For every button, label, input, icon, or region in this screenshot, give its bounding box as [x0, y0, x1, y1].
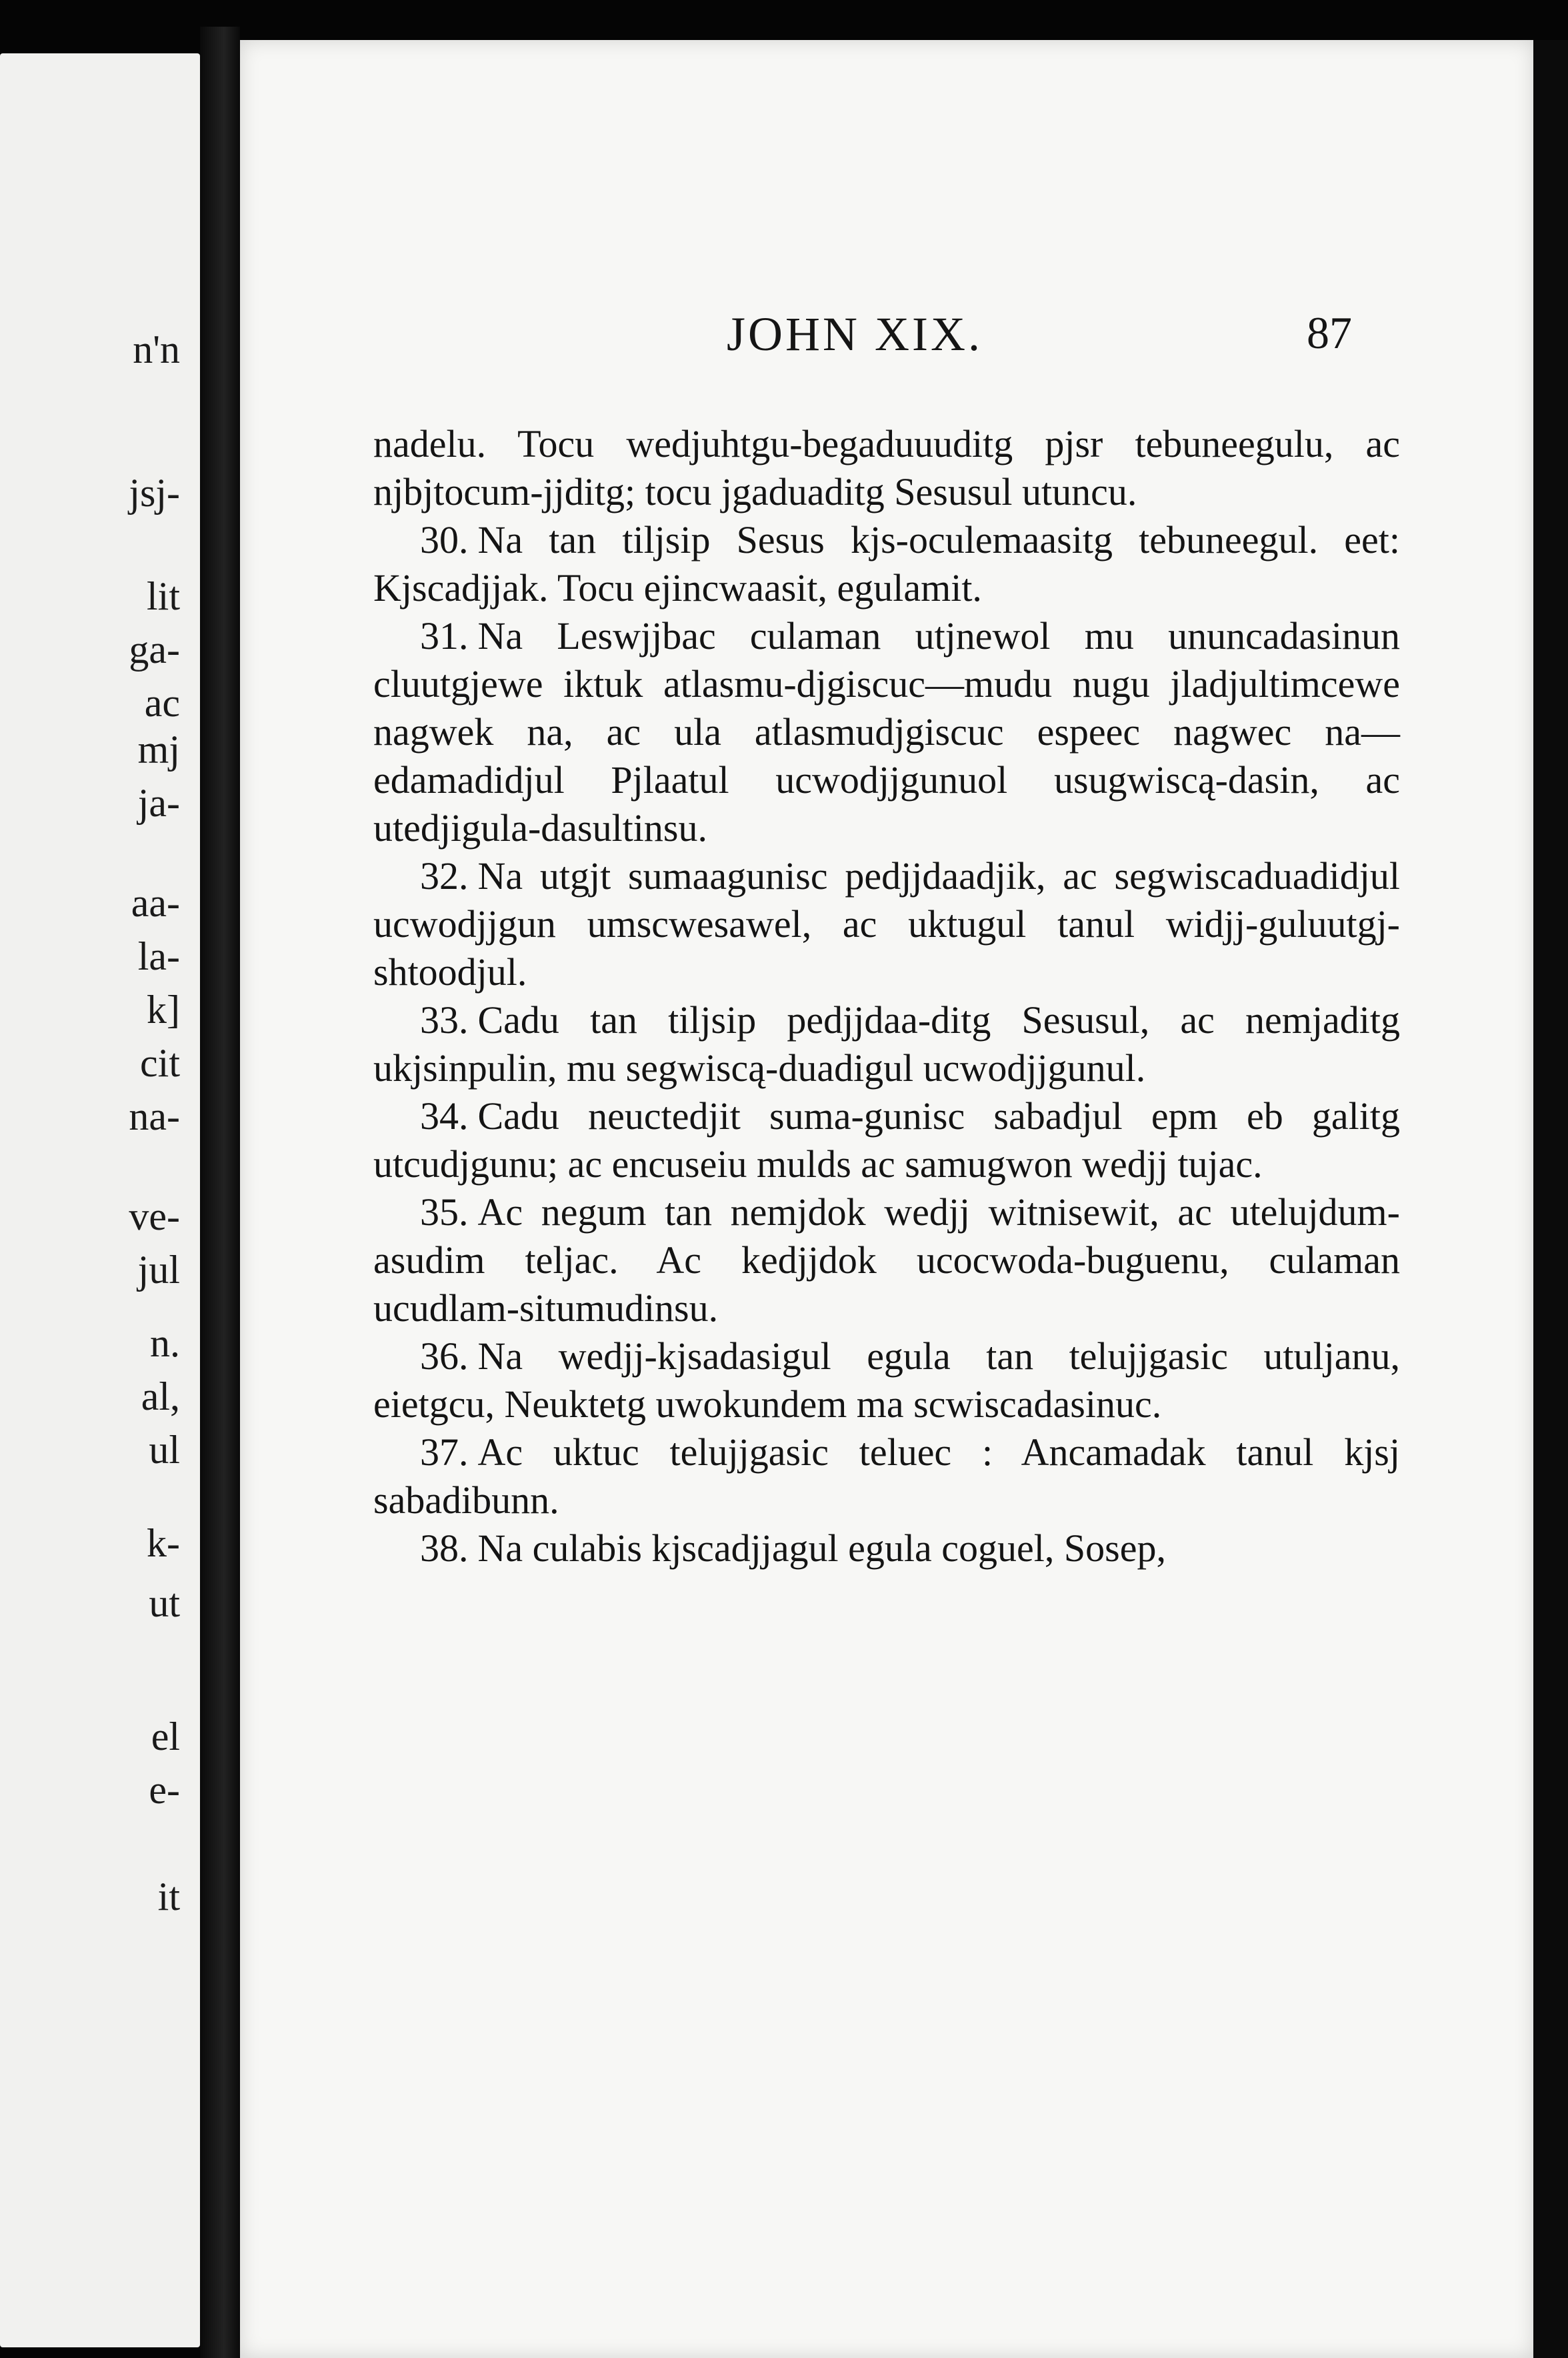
- book-gutter: [200, 27, 240, 2358]
- left-page-line: n.: [150, 1321, 180, 1365]
- verse-31: [373, 612, 1400, 852]
- verse-number: 34.: [420, 1094, 469, 1138]
- verse-text: Na wedjj-kjsadasigul egula tan telujjgasic utuljanu, eietgcu, Neuktetg uwokundem ma scwiscadasinuc.: [373, 1334, 1400, 1426]
- left-page-line: ja-: [137, 781, 180, 825]
- left-page-line: lit: [146, 574, 180, 618]
- verse-text: Na utgjt sumaagunisc pedjjdaadjik, ac segwiscaduadidjul ucwodjjgun umscwesawel, ac uktugul tanul widjj-guluutgj-shtoodjul.: [373, 854, 1400, 994]
- verse-34: [373, 1092, 1400, 1188]
- verse-number: 37.: [420, 1430, 469, 1474]
- left-page-line: cit: [140, 1041, 180, 1085]
- verse-number: 38.: [420, 1526, 469, 1570]
- verse-text: Na tan tiljsip Sesus kjs-oculemaasitg tebuneegul. eet: Kjscadjjak. Tocu ejincwaasit, egulamit.: [373, 518, 1400, 610]
- verse-32: [373, 852, 1400, 996]
- verse-number: 35.: [420, 1190, 469, 1234]
- left-page-line: ac: [144, 681, 180, 725]
- left-page-line: mj: [137, 728, 180, 772]
- left-page-line: aa-: [131, 881, 180, 925]
- verse-30: [373, 516, 1400, 612]
- verse-number: 31.: [420, 614, 469, 658]
- left-page-line: jul: [137, 1248, 180, 1292]
- verse-36: [373, 1332, 1400, 1428]
- verse-text: nadelu. Tocu wedjuhtgu-begaduuuditg pjsr tebuneegulu, ac njbjtocum-jjditg; tocu jgaduaditg Sesusul utuncu.: [373, 422, 1400, 513]
- verse-continuation: [373, 420, 1400, 516]
- facing-page-fragment: [0, 53, 200, 2347]
- verse-number: 32.: [420, 854, 469, 898]
- verse-text: Ac negum tan nemjdok wedjj witnisewit, ac utelujdum-asudim teljac. Ac kedjjdok ucocwoda-buguenu, culaman ucudlam-situmudinsu.: [373, 1190, 1400, 1330]
- verse-text: Ac uktuc telujjgasic teluec : Ancamadak tanul kjsj sabadibunn.: [373, 1430, 1400, 1522]
- verse-35: [373, 1188, 1400, 1332]
- left-page-line: na-: [129, 1094, 180, 1138]
- verse-text: Cadu neuctedjit suma-gunisc sabadjul epm eb galitg utcudjgunu; ac encuseiu mulds ac samugwon wedjj tujac.: [373, 1094, 1400, 1186]
- left-page-line: k-: [147, 1521, 180, 1565]
- scan-border: [1533, 40, 1568, 2358]
- verse-37: [373, 1428, 1400, 1524]
- verse-text: Na Leswjjbac culaman utjnewol mu ununcadasinun cluutgjewe iktuk atlasmu-djgiscuc—mudu nugu jladjultimcewe nagwek na, ac ula atlasmudjgiscuc espeec nagwec na—edamadidjul Pjlaatul ucwodjjgunuol usugwiscą-dasin, ac utedjigula-dasultinsu.: [373, 614, 1400, 850]
- left-page-line: ul: [149, 1428, 180, 1472]
- left-page-line: al,: [141, 1374, 180, 1418]
- book-page: [240, 40, 1533, 2358]
- page-number: 87: [1307, 307, 1352, 358]
- running-title: JOHN XIX.: [727, 307, 983, 361]
- verse-number: 30.: [420, 518, 469, 561]
- verse-number: 36.: [420, 1334, 469, 1378]
- left-page-line: ga-: [129, 628, 180, 672]
- left-page-line: ut: [149, 1581, 180, 1625]
- left-page-line: e-: [149, 1768, 180, 1812]
- verse-33: [373, 996, 1400, 1092]
- left-page-line: el: [151, 1714, 180, 1758]
- verse-38: [373, 1524, 1400, 1572]
- verse-number: 33.: [420, 998, 469, 1042]
- left-page-line: jsj-: [129, 471, 180, 515]
- page-header: [240, 307, 1533, 373]
- left-page-line: ve-: [129, 1194, 180, 1238]
- verse-text: Cadu tan tiljsip pedjjdaa-ditg Sesusul, ac nemjaditg ukjsinpulin, mu segwiscą-duadigul ucwodjjgunul.: [373, 998, 1400, 1090]
- left-page-line: it: [157, 1875, 180, 1919]
- body-text: [373, 420, 1400, 1572]
- left-page-line: la-: [137, 934, 180, 978]
- verse-text: Na culabis kjscadjjagul egula coguel, Sosep,: [477, 1526, 1166, 1570]
- left-page-line: k]: [147, 988, 180, 1032]
- left-page-line: n'n: [133, 327, 180, 371]
